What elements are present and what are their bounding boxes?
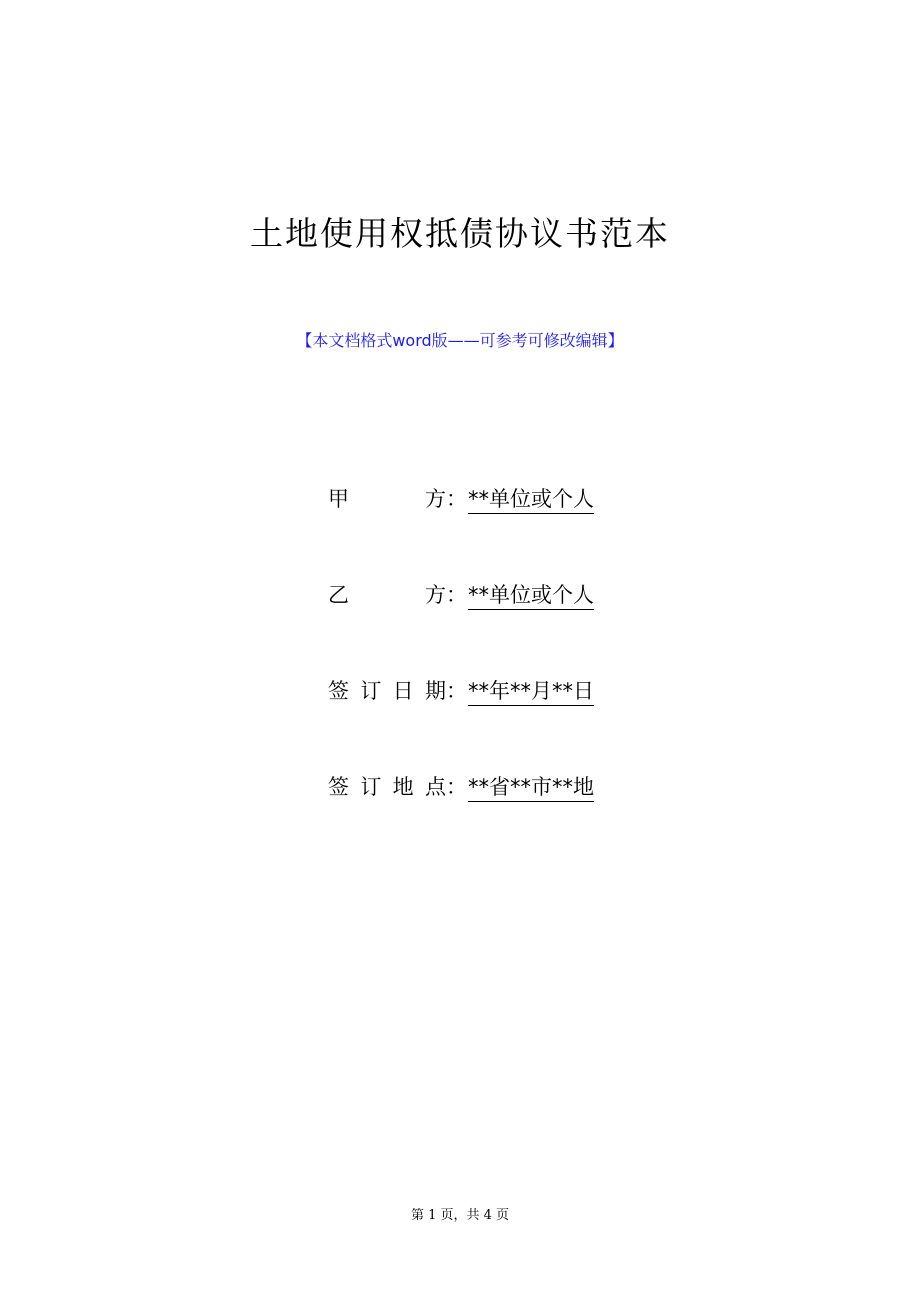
party-b-field: [328, 578, 594, 612]
sign-date-field: [328, 674, 594, 708]
party-b-colon: ：: [446, 583, 467, 607]
sign-date-colon: ：: [446, 679, 467, 703]
party-b-value: **单位或个人: [468, 581, 594, 610]
sign-date-label: 签订日期: [328, 679, 446, 703]
sign-date-value: **年**月**日: [468, 677, 594, 706]
document-subtitle: 【本文档格式word版——可参考可修改编辑】: [296, 331, 624, 350]
party-a-colon: ：: [446, 487, 467, 511]
party-b-label: 乙方: [328, 583, 446, 607]
party-a-label: 甲方: [328, 487, 446, 511]
party-a-value: **单位或个人: [468, 485, 594, 514]
page-number-footer: 第 1 页，共 4 页: [410, 1208, 510, 1223]
sign-place-value: **省**市**地: [468, 773, 594, 802]
sign-place-colon: ：: [446, 775, 467, 799]
party-a-field: [328, 482, 594, 516]
document-title: 土地使用权抵债协议书范本: [250, 214, 670, 253]
sign-place-field: [328, 770, 594, 804]
sign-place-label: 签订地点: [328, 775, 446, 799]
